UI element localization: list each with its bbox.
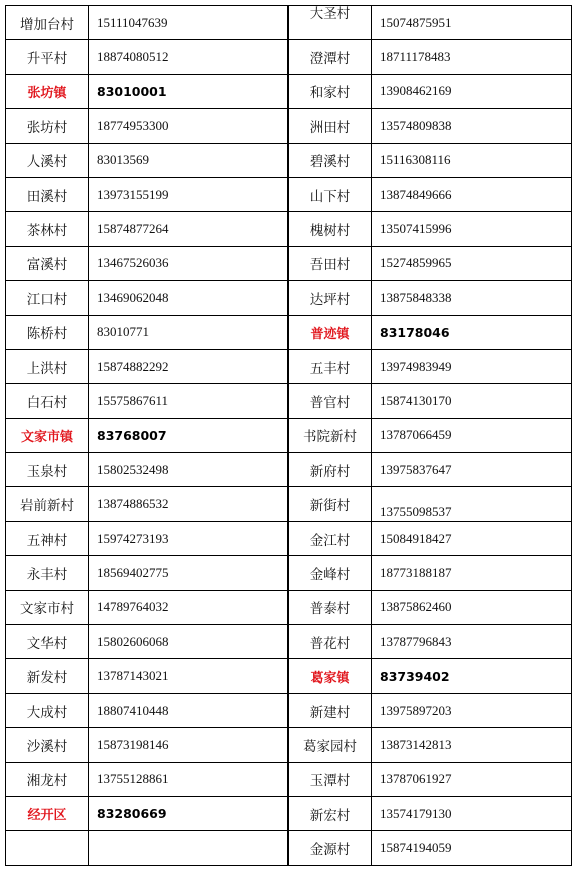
phone-cell bbox=[89, 453, 288, 487]
table-row bbox=[289, 281, 572, 315]
phone-number: 13467526036 bbox=[97, 255, 169, 271]
village-name-cell bbox=[6, 177, 89, 211]
phone-number: 15974273193 bbox=[97, 530, 169, 546]
phone-cell bbox=[89, 246, 288, 280]
town-name-cell bbox=[289, 315, 372, 349]
phone-cell bbox=[372, 384, 572, 418]
village-name-cell bbox=[289, 693, 372, 727]
phone-number: 13755128861 bbox=[97, 771, 169, 787]
place-name: 碧溪村 bbox=[309, 154, 351, 171]
phone-number: 15874882292 bbox=[97, 358, 169, 374]
village-name-cell bbox=[6, 693, 89, 727]
table-row bbox=[289, 109, 572, 143]
right-column bbox=[288, 5, 572, 866]
phone-cell bbox=[372, 246, 572, 280]
left-table bbox=[5, 5, 288, 866]
town-name-cell bbox=[289, 659, 372, 693]
phone-cell bbox=[89, 796, 288, 830]
table-row bbox=[289, 625, 572, 659]
table-row bbox=[6, 796, 288, 830]
village-name-cell bbox=[6, 625, 89, 659]
town-name-cell bbox=[6, 796, 89, 830]
place-name: 玉泉村 bbox=[26, 463, 68, 480]
table-row bbox=[289, 521, 572, 555]
village-name-cell bbox=[289, 521, 372, 555]
phone-number: 18874080512 bbox=[97, 49, 169, 65]
place-name: 金江村 bbox=[309, 532, 351, 549]
table-row bbox=[289, 246, 572, 280]
phone-cell bbox=[89, 625, 288, 659]
table-row bbox=[6, 728, 288, 762]
table-row bbox=[6, 315, 288, 349]
place-name: 沙溪村 bbox=[26, 738, 68, 755]
table-row bbox=[6, 384, 288, 418]
phone-cell bbox=[89, 143, 288, 177]
village-name-cell bbox=[289, 453, 372, 487]
village-name-cell bbox=[6, 659, 89, 693]
table-row bbox=[289, 143, 572, 177]
phone-number: 15116308116 bbox=[380, 152, 451, 168]
phone-cell bbox=[89, 281, 288, 315]
table-row bbox=[289, 349, 572, 383]
table-row bbox=[6, 590, 288, 624]
village-name-cell bbox=[6, 521, 89, 555]
place-name: 玉潭村 bbox=[309, 773, 351, 790]
table-row bbox=[289, 177, 572, 211]
place-name: 文家市村 bbox=[20, 601, 74, 618]
village-name-cell bbox=[289, 246, 372, 280]
village-name-cell bbox=[289, 590, 372, 624]
place-name: 经开区 bbox=[27, 808, 67, 824]
phone-number: 15873198146 bbox=[97, 736, 169, 752]
village-name-cell bbox=[6, 590, 89, 624]
phone-number: 13787796843 bbox=[380, 633, 452, 649]
table-row bbox=[6, 831, 288, 865]
village-name-cell bbox=[289, 831, 372, 865]
table-row bbox=[289, 796, 572, 830]
phone-number: 18807410448 bbox=[97, 702, 169, 718]
place-name: 书院新村 bbox=[303, 429, 357, 446]
town-name-cell bbox=[6, 418, 89, 452]
phone-number: 15802532498 bbox=[97, 461, 169, 477]
phone-cell bbox=[372, 453, 572, 487]
place-name: 葛家镇 bbox=[310, 670, 350, 686]
phone-number: 13507415996 bbox=[380, 221, 452, 237]
phone-number: 13787143021 bbox=[97, 668, 169, 684]
village-name-cell bbox=[289, 281, 372, 315]
place-name: 张坊镇 bbox=[27, 85, 67, 101]
town-name-cell bbox=[6, 74, 89, 108]
phone-number: 13574809838 bbox=[380, 117, 452, 133]
village-name-cell bbox=[6, 487, 89, 521]
place-name: 普泰村 bbox=[309, 601, 351, 618]
phone-number: 18774953300 bbox=[97, 117, 169, 133]
place-name: 上洪村 bbox=[26, 360, 68, 377]
phone-cell bbox=[89, 418, 288, 452]
place-name: 澄潭村 bbox=[309, 51, 351, 68]
place-name: 大圣村 bbox=[309, 5, 351, 22]
table-row bbox=[6, 659, 288, 693]
phone-cell bbox=[89, 728, 288, 762]
place-name: 新建村 bbox=[309, 704, 351, 721]
place-name: 普迹镇 bbox=[310, 326, 350, 342]
place-name: 人溪村 bbox=[26, 154, 68, 171]
phone-number: 13874886532 bbox=[97, 496, 169, 512]
phone-cell bbox=[89, 590, 288, 624]
phone-cell bbox=[372, 418, 572, 452]
phone-number: 13875862460 bbox=[380, 599, 452, 615]
village-name-cell bbox=[6, 6, 89, 40]
table-row bbox=[6, 143, 288, 177]
phone-cell bbox=[372, 487, 572, 521]
village-name-cell bbox=[289, 625, 372, 659]
village-name-cell bbox=[6, 40, 89, 74]
phone-number: 13469062048 bbox=[97, 289, 169, 305]
village-name-cell bbox=[289, 109, 372, 143]
phone-number: 13874849666 bbox=[380, 186, 452, 202]
phone-cell bbox=[372, 762, 572, 796]
place-name: 永丰村 bbox=[26, 566, 68, 583]
phone-cell bbox=[372, 625, 572, 659]
phone-cell bbox=[89, 6, 288, 40]
phone-cell bbox=[372, 212, 572, 246]
table-row bbox=[6, 212, 288, 246]
table-row bbox=[6, 625, 288, 659]
place-name: 增加台村 bbox=[20, 16, 74, 33]
phone-number: 13574179130 bbox=[380, 805, 452, 821]
village-name-cell bbox=[6, 384, 89, 418]
phone-number: 14789764032 bbox=[97, 599, 169, 615]
place-name: 槐树村 bbox=[309, 223, 351, 240]
table-row bbox=[6, 281, 288, 315]
place-name: 达坪村 bbox=[309, 291, 351, 308]
table-row bbox=[6, 487, 288, 521]
contact-table bbox=[5, 5, 572, 866]
table-row bbox=[6, 453, 288, 487]
village-name-cell bbox=[6, 556, 89, 590]
place-name: 五丰村 bbox=[309, 360, 351, 377]
place-name: 普官村 bbox=[309, 394, 351, 411]
phone-cell bbox=[372, 659, 572, 693]
phone-cell bbox=[89, 659, 288, 693]
place-name: 和家村 bbox=[309, 85, 351, 102]
table-row bbox=[6, 349, 288, 383]
table-row bbox=[289, 212, 572, 246]
place-name: 五神村 bbox=[26, 532, 68, 549]
phone-cell bbox=[89, 349, 288, 383]
phone-number: 13973155199 bbox=[97, 186, 169, 202]
village-name-cell bbox=[6, 212, 89, 246]
village-name-cell bbox=[6, 831, 89, 865]
table-row bbox=[6, 693, 288, 727]
place-name: 大成村 bbox=[26, 704, 68, 721]
phone-cell bbox=[372, 74, 572, 108]
phone-number: 18711178483 bbox=[380, 49, 451, 65]
place-name: 升平村 bbox=[26, 51, 68, 68]
place-name: 白石村 bbox=[26, 394, 68, 411]
table-row bbox=[289, 693, 572, 727]
table-row bbox=[289, 315, 572, 349]
place-name: 文华村 bbox=[26, 635, 68, 652]
table-row bbox=[289, 74, 572, 108]
village-name-cell bbox=[6, 109, 89, 143]
village-name-cell bbox=[289, 40, 372, 74]
table-row bbox=[289, 487, 572, 521]
table-row bbox=[289, 762, 572, 796]
place-name: 金源村 bbox=[309, 842, 351, 859]
table-row bbox=[289, 6, 572, 40]
phone-number: 15274859965 bbox=[380, 255, 452, 271]
place-name: 金峰村 bbox=[309, 566, 351, 583]
village-name-cell bbox=[289, 487, 372, 521]
village-name-cell bbox=[6, 315, 89, 349]
village-name-cell bbox=[6, 246, 89, 280]
phone-cell bbox=[372, 109, 572, 143]
phone-number: 15084918427 bbox=[380, 530, 452, 546]
place-name: 江口村 bbox=[26, 291, 68, 308]
place-name: 吾田村 bbox=[309, 257, 351, 274]
phone-number: 13873142813 bbox=[380, 736, 452, 752]
phone-number: 13975837647 bbox=[380, 461, 452, 477]
phone-cell bbox=[372, 831, 572, 865]
phone-number: 83010001 bbox=[97, 83, 167, 99]
table-row bbox=[289, 418, 572, 452]
table-row bbox=[289, 556, 572, 590]
place-name: 洲田村 bbox=[309, 119, 351, 136]
left-column bbox=[5, 5, 288, 866]
place-name: 陈桥村 bbox=[26, 326, 68, 343]
table-row bbox=[6, 246, 288, 280]
place-name: 山下村 bbox=[309, 188, 351, 205]
phone-cell bbox=[372, 728, 572, 762]
village-name-cell bbox=[289, 6, 372, 40]
right-table bbox=[288, 5, 572, 866]
phone-number: 15874877264 bbox=[97, 221, 169, 237]
phone-number: 18773188187 bbox=[380, 564, 452, 580]
phone-cell bbox=[89, 40, 288, 74]
phone-number: 83768007 bbox=[97, 427, 167, 443]
table-row bbox=[6, 521, 288, 555]
village-name-cell bbox=[6, 143, 89, 177]
village-name-cell bbox=[289, 728, 372, 762]
phone-number: 18569402775 bbox=[97, 564, 169, 580]
table-row bbox=[289, 590, 572, 624]
table-row bbox=[289, 728, 572, 762]
village-name-cell bbox=[289, 74, 372, 108]
table-row bbox=[289, 40, 572, 74]
phone-number: 15874194059 bbox=[380, 840, 452, 856]
phone-number: 83010771 bbox=[97, 324, 149, 340]
phone-number: 83013569 bbox=[97, 152, 149, 168]
phone-cell bbox=[89, 74, 288, 108]
phone-cell bbox=[89, 109, 288, 143]
place-name: 葛家园村 bbox=[303, 738, 357, 755]
table-row bbox=[6, 40, 288, 74]
phone-cell bbox=[89, 384, 288, 418]
phone-cell bbox=[372, 556, 572, 590]
village-name-cell bbox=[289, 212, 372, 246]
village-name-cell bbox=[289, 762, 372, 796]
phone-cell bbox=[89, 212, 288, 246]
village-name-cell bbox=[6, 281, 89, 315]
place-name: 文家市镇 bbox=[20, 429, 73, 445]
village-name-cell bbox=[289, 143, 372, 177]
village-name-cell bbox=[289, 418, 372, 452]
phone-number: 15874130170 bbox=[380, 392, 452, 408]
phone-cell bbox=[89, 831, 288, 865]
phone-cell bbox=[372, 315, 572, 349]
phone-cell bbox=[372, 177, 572, 211]
village-name-cell bbox=[289, 384, 372, 418]
phone-number: 15575867611 bbox=[97, 392, 169, 408]
phone-number: 13975897203 bbox=[380, 702, 452, 718]
phone-cell bbox=[89, 177, 288, 211]
phone-cell bbox=[372, 6, 572, 40]
village-name-cell bbox=[6, 453, 89, 487]
phone-cell bbox=[89, 315, 288, 349]
phone-cell bbox=[372, 40, 572, 74]
phone-cell bbox=[372, 590, 572, 624]
table-row bbox=[6, 6, 288, 40]
place-name: 茶林村 bbox=[26, 223, 68, 240]
phone-cell bbox=[372, 281, 572, 315]
place-name: 新街村 bbox=[309, 498, 351, 515]
table-row bbox=[289, 453, 572, 487]
phone-number: 15111047639 bbox=[97, 14, 168, 30]
phone-cell bbox=[372, 693, 572, 727]
table-row bbox=[289, 384, 572, 418]
phone-number: 83280669 bbox=[97, 806, 167, 822]
table-row bbox=[6, 177, 288, 211]
place-name: 新宏村 bbox=[309, 807, 351, 824]
table-row bbox=[6, 556, 288, 590]
phone-number: 15802606068 bbox=[97, 633, 169, 649]
phone-cell bbox=[372, 796, 572, 830]
phone-number: 13787061927 bbox=[380, 771, 452, 787]
table-row bbox=[6, 109, 288, 143]
village-name-cell bbox=[289, 349, 372, 383]
table-row bbox=[289, 831, 572, 865]
phone-cell bbox=[89, 487, 288, 521]
phone-cell bbox=[89, 762, 288, 796]
place-name: 普花村 bbox=[309, 635, 351, 652]
village-name-cell bbox=[289, 177, 372, 211]
phone-number: 83739402 bbox=[380, 668, 450, 684]
table-row bbox=[289, 659, 572, 693]
village-name-cell bbox=[289, 796, 372, 830]
place-name: 田溪村 bbox=[26, 188, 68, 205]
phone-cell bbox=[89, 693, 288, 727]
place-name: 新府村 bbox=[309, 463, 351, 480]
phone-number: 13908462169 bbox=[380, 83, 452, 99]
place-name: 岩前新村 bbox=[20, 498, 74, 515]
phone-cell bbox=[89, 556, 288, 590]
phone-number: 13974983949 bbox=[380, 358, 452, 374]
phone-cell bbox=[372, 521, 572, 555]
table-row bbox=[6, 418, 288, 452]
phone-cell bbox=[372, 349, 572, 383]
phone-number: 15074875951 bbox=[380, 14, 452, 30]
table-row bbox=[6, 762, 288, 796]
phone-number: 13755098537 bbox=[380, 504, 452, 520]
phone-cell bbox=[372, 143, 572, 177]
place-name: 张坊村 bbox=[26, 119, 68, 136]
place-name: 富溪村 bbox=[26, 257, 68, 274]
table-row bbox=[6, 74, 288, 108]
place-name: 湘龙村 bbox=[26, 773, 68, 790]
village-name-cell bbox=[6, 349, 89, 383]
village-name-cell bbox=[289, 556, 372, 590]
phone-number: 13787066459 bbox=[380, 427, 452, 443]
phone-number: 83178046 bbox=[380, 324, 450, 340]
phone-cell bbox=[89, 521, 288, 555]
village-name-cell bbox=[6, 762, 89, 796]
village-name-cell bbox=[6, 728, 89, 762]
phone-number: 13875848338 bbox=[380, 289, 452, 305]
place-name: 新发村 bbox=[26, 670, 68, 687]
